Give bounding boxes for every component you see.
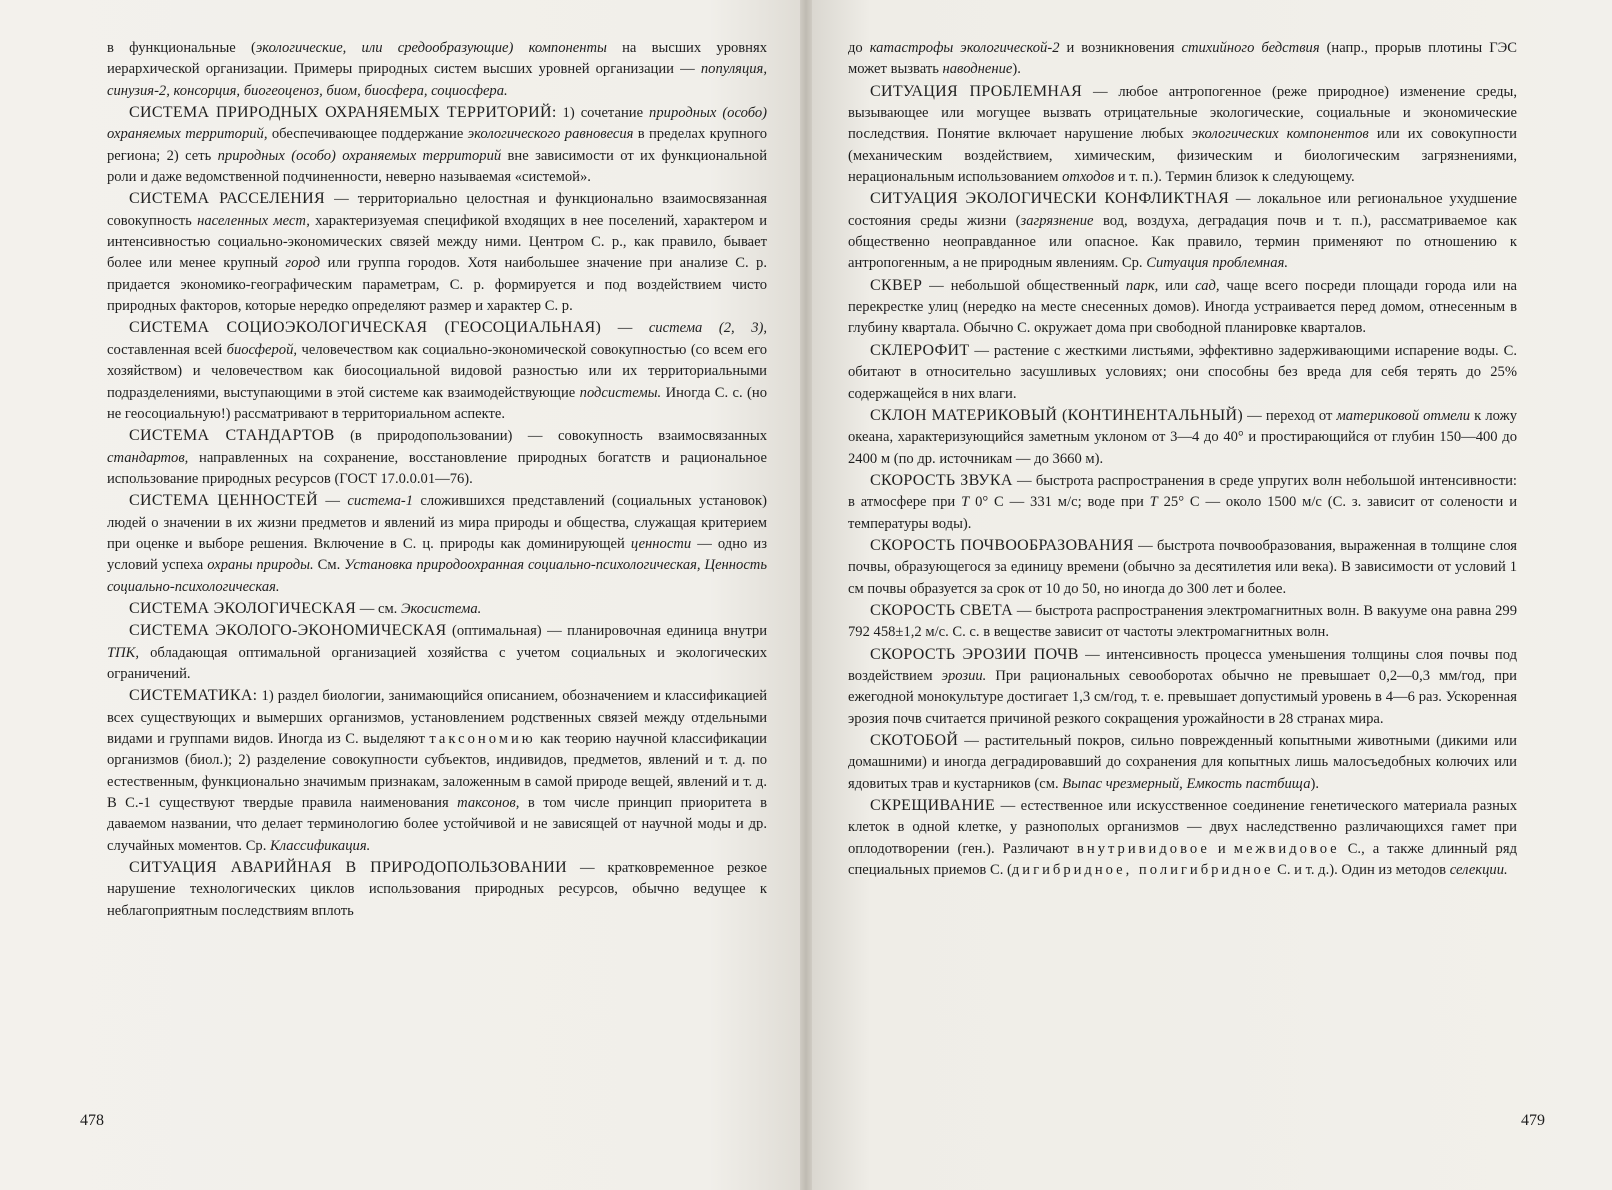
dictionary-entry <box>848 405 1517 470</box>
dictionary-entry <box>848 600 1517 644</box>
entry-text: — естественное или искусственное соединение генетического материала разных клеток в одной клетке, у разнополых организмов — двух наследственно различающихся гамет при оплодотворении (ген.). Различают <box>848 798 1517 857</box>
italic-text: загрязнение <box>1020 212 1094 229</box>
dictionary-entry <box>107 102 767 188</box>
entry-term: СКЛОН МАТЕРИКОВЫЙ (КОНТИНЕНТАЛЬНЫЙ) <box>870 406 1244 424</box>
italic-text: природных (особо) охраняемых территорий <box>217 147 502 164</box>
entry-text: С. и т. д.). Один из методов <box>1273 862 1450 879</box>
entry-term: СИСТЕМА ПРИРОДНЫХ ОХРАНЯЕМЫХ ТЕРРИТОРИЙ: <box>129 104 557 122</box>
italic-text: стандартов, <box>107 449 189 466</box>
entry-term: СКВЕР <box>870 276 923 294</box>
entry-term: СКОТОБОЙ <box>870 732 959 749</box>
entry-text: или группа городов. Хотя наибольшее значение при анализе С. р. придается экономико-географическим параметрам, С. р. формируется и под воздействием чисто природных факторов, которые нередко определяют размер и характер С. р. <box>107 255 767 315</box>
entry-term: СИСТЕМА ЭКОЛОГИЧЕСКАЯ <box>129 599 357 617</box>
entry-text: (напр., прорыв плотины ГЭС может вызвать <box>848 40 1517 78</box>
entry-term: СИСТЕМА СТАНДАРТОВ <box>129 427 335 445</box>
dictionary-entry <box>848 795 1517 881</box>
italic-text: отходов <box>1062 169 1115 186</box>
italic-text: экологические, или средообразующие) компоненты <box>255 40 607 56</box>
entry-text: — переход от <box>1243 407 1337 424</box>
italic-text: популяция, синузия-2, консорция, биогеоценоз, биом, биосфера, социосфера. <box>107 61 767 99</box>
dictionary-entry <box>107 620 767 685</box>
entry-term: СКОРОСТЬ ЭРОЗИИ ПОЧВ <box>870 645 1079 663</box>
italic-text: охраны природы. <box>207 557 314 574</box>
entry-text: 1) раздел биологии, занимающийся описанием, обозначением и классификацией всех существующих и вымерших организмов, установлением родственных связей между отдельными видами и группами видов. Иногда из С. выделяют <box>107 688 767 747</box>
entry-text: — <box>601 320 649 337</box>
italic-text: материковой отмели <box>1336 407 1471 424</box>
entry-continuation <box>107 38 767 102</box>
italic-text: ценности <box>630 535 692 552</box>
dictionary-entry <box>107 490 767 598</box>
dictionary-entry <box>848 535 1517 600</box>
dictionary-entry <box>848 188 1517 274</box>
entry-continuation <box>848 38 1517 81</box>
entry-text: — растительный покров, сильно поврежденный копытными животными (дикими или домашними) и иногда деградировавший до сохранения для копытных лишь малосъедобных колючих или ядовитых трав и кустарников (см. <box>848 733 1517 792</box>
dictionary-entry <box>107 857 767 922</box>
page-number-right: 479 <box>1521 1112 1545 1129</box>
dictionary-entry <box>107 598 767 620</box>
entry-text: Иногда С. с. (но не геосоциальную!) рассматривают в территориальном аспекте. <box>107 384 767 422</box>
entry-text: — любое антропогенное (реже природное) изменение среды, вызывающее или могущее вызвать отрицательные экологические, социальные и экономические последствия. Понятие включает нарушение любых <box>848 83 1517 143</box>
entry-text: (в природопользовании) — совокупность взаимосвязанных <box>334 428 767 445</box>
entry-text: — быстрота распространения в среде упругих волн небольшой интенсивности: в атмосфере при <box>848 472 1517 511</box>
entry-text: чаще всего посреди площади города или на перекрестке улиц (нередко на месте снесенных домов). Иногда устраивается перед домом, отнесенным в глубину квартала. Обычно С. окружает дома при свободной планировке кварталов. <box>848 277 1517 337</box>
entry-text: и <box>1209 840 1234 857</box>
dictionary-entry <box>107 685 767 857</box>
entry-text: ). <box>1310 775 1320 792</box>
entry-text: 25° C — около 1500 м/с (С. з. зависит от солености и температуры воды). <box>848 494 1517 532</box>
entry-text: составленная всей <box>107 341 227 358</box>
spaced-text: дигибридное, полигибридное <box>1011 862 1274 879</box>
entry-text: как теорию научной классификации организмов (биол.); 2) разделение совокупности субъектов, индивидов, предметов, явлений и т. д. по естественным, функционально значимым признакам, заложенным в самой природе вещей, явлений и т. д. В С.-1 существуют твердые правила наименования <box>107 731 767 812</box>
entry-term: СИСТЕМА РАССЕЛЕНИЯ <box>129 190 325 208</box>
entry-text: до <box>848 40 870 56</box>
italic-text: подсистемы. <box>579 384 662 401</box>
entry-text: — быстрота распространения электромагнитных волн. В вакууме она равна 299 792 458±1,2 м/с. С. с. в веществе зависит от частоты электромагнитных волн. <box>848 602 1517 641</box>
entry-text: в том числе принцип приоритета в даваемом названии, что делает терминологию более устойчивой и не зависящей от научной моды и др. случайных моментов. Ср. <box>107 795 767 854</box>
italic-text: экологических компонентов <box>1191 126 1369 143</box>
italic-text: T <box>961 494 970 511</box>
entry-text: — растение с жесткими листьями, эффективно задерживающими испарение воды. С. обитают в относительно засушливых условиях; они способны без вреда для себя терять до 25% содержащейся в них влаги. <box>848 342 1517 402</box>
italic-text: биосферой, <box>226 341 298 358</box>
left-page-text <box>107 38 767 1118</box>
italic-text: Ситуация проблемная. <box>1146 255 1289 272</box>
entry-text: — территориально целостная и функционально взаимосвязанная совокупность <box>107 191 767 229</box>
italic-text: таксонов, <box>457 795 520 812</box>
italic-text: Экосистема. <box>400 600 482 617</box>
italic-text: T <box>1149 494 1158 511</box>
italic-text: стихийного бедствия <box>1181 40 1320 56</box>
dictionary-entry <box>107 425 767 490</box>
spaced-text: межвидовое <box>1233 840 1340 857</box>
entry-text: направленных на сохранение, восстановление природных богатств и рациональное использование природных ресурсов (ГОСТ 17.0.0.01—76). <box>107 449 767 487</box>
entry-text: обладающая оптимальной организацией хозяйства с учетом социальных и экологических ограничений. <box>107 644 767 682</box>
italic-text: населенных мест, <box>197 212 310 229</box>
italic-text: система-1 <box>347 493 414 510</box>
entry-text: — одно из условий успеха <box>107 535 767 574</box>
italic-text: Выпас чрезмерный, Емкость пастбища <box>1062 775 1311 792</box>
spaced-text: таксономию <box>429 731 536 747</box>
entry-text: — локальное или региональное ухудшение состояния среды жизни ( <box>848 191 1517 229</box>
dictionary-entry <box>848 470 1517 535</box>
entry-text: — быстрота почвообразования, выраженная в толщине слоя почвы, образующегося за единицу времени (обычно за десятилетия или века). В зависимости от условий 1 см почвы образуется за срок от 10 до 50, но иногда до 300 лет и более. <box>848 537 1517 597</box>
entry-text: сложившихся представлений (социальных установок) людей о значении в их жизни предметов и явлений из мира природы и общества, служащая критерием при оценке и выборе решения. Включение в С. ц. природы как доминирующей <box>107 493 767 552</box>
entry-term: СКРЕЩИВАНИЕ <box>870 797 996 815</box>
dictionary-entry <box>848 730 1517 795</box>
page-number-left: 478 <box>80 1112 104 1129</box>
entry-text: или их совокупности (механическим воздействием, химическим, физическим и биологическим загрязнениями, нерациональным использованием <box>848 126 1517 186</box>
dictionary-entry <box>848 340 1517 405</box>
entry-text: на высших уровнях иерархической организации. Примеры природных систем высших уровней организации — <box>107 40 767 78</box>
entry-term: СИТУАЦИЯ АВАРИЙНАЯ В ПРИРОДОПОЛЬЗОВАНИИ <box>129 859 568 877</box>
italic-text: природных (особо) охраняемых территорий, <box>107 105 767 143</box>
entry-text: — <box>318 493 348 510</box>
entry-text: — кратковременное резкое нарушение технологических циклов использования природных ресурсов, обычно ведущее к неблагоприятным последствиям вплоть <box>107 860 767 919</box>
entry-term: СИСТЕМА ЦЕННОСТЕЙ <box>129 492 319 510</box>
italic-text: катастрофы экологической-2 <box>869 40 1060 56</box>
italic-text: экологического равновесия <box>467 126 634 143</box>
entry-text: к ложу океана, характеризующийся заметным уклоном от 3—4 до 40° и простирающийся от глубин 150—400 до 2400 м (по др. источникам — до 3660 м). <box>848 407 1517 467</box>
entry-term: СКОРОСТЬ ЗВУКА <box>870 471 1013 489</box>
entry-text: С., а также длинный ряд специальных приемов С. ( <box>848 840 1517 879</box>
entry-text: (оптимальная) — планировочная единица внутри <box>446 623 767 640</box>
entry-text: вод, воздуха, деградация почв и т. п.), рассматриваемое как общественно неоправданное или опасное. Как правило, термин применяют по отношению к антропогенным, а не природным явлениям. Ср. <box>848 212 1517 272</box>
entry-text: и т. п.). Термин близок к следующему. <box>1114 169 1355 186</box>
entry-text: человечеством как социально-экономической совокупностью (со всем его хозяйством) и человечеством как биосоциальной видовой разностью или их территориальными подразделениями, выступающими в этой системе как взаимодействующие <box>107 341 767 401</box>
entry-text: — см. <box>356 600 401 617</box>
italic-text: наводнение <box>942 61 1013 78</box>
entry-text: в пределах крупного региона; 2) сеть <box>107 126 767 164</box>
entry-term: СИТУАЦИЯ ПРОБЛЕМНАЯ <box>870 82 1083 100</box>
entry-text: — интенсивность процесса уменьшения толщины слоя почвы под воздействием <box>848 646 1517 684</box>
italic-text: город <box>285 255 321 272</box>
italic-text: селекции. <box>1449 862 1508 879</box>
entry-text: 1) сочетание <box>556 105 650 122</box>
right-page-text <box>848 38 1517 1118</box>
right-page <box>806 0 1612 1190</box>
italic-text: система (2, 3), <box>648 320 767 337</box>
italic-text: Установка природоохранная социально-психологическая, Ценность социально-психологическая. <box>107 557 767 595</box>
entry-text: При рациональных севооборотах обычно не превышает 0,2—0,3 мм/год, при ежегодной монокультуре достигает 1,3 см/год, т. е. превышает допустимый уровень в 4—6 раз. Ускоренная эрозия почв считается причиной резкого сокращения урожайности в 28 странах мира. <box>848 667 1517 727</box>
entry-text: или <box>1158 277 1196 294</box>
entry-term: СИТУАЦИЯ ЭКОЛОГИЧЕСКИ КОНФЛИКТНАЯ <box>870 190 1230 208</box>
entry-text: 0° C — 331 м/с; воде при <box>969 494 1150 511</box>
entry-text: ). <box>1012 61 1021 78</box>
dictionary-entry <box>107 317 767 425</box>
entry-text: См. <box>313 557 345 574</box>
italic-text: парк, <box>1125 277 1159 294</box>
entry-term: СКОРОСТЬ СВЕТА <box>870 601 1014 619</box>
italic-text: ТПК, <box>107 644 139 661</box>
dictionary-entry <box>848 81 1517 189</box>
italic-text: сад, <box>1195 277 1220 294</box>
dictionary-entry <box>107 188 767 317</box>
entry-text: и возникновения <box>1059 40 1182 56</box>
book-gutter <box>800 0 812 1190</box>
entry-term: СКОРОСТЬ ПОЧВООБРАЗОВАНИЯ <box>870 536 1134 554</box>
entry-text: обеспечивающее поддержание <box>267 126 468 143</box>
entry-text: в функциональные ( <box>107 40 256 56</box>
entry-text: — небольшой общественный <box>922 277 1126 294</box>
dictionary-entry <box>848 275 1517 340</box>
dictionary-entry <box>848 644 1517 730</box>
entry-text: вне зависимости от их функциональной роли и даже ведомственной подчиненности, неверно называемая «системой». <box>107 147 767 186</box>
italic-text: эрозии. <box>941 667 987 684</box>
spaced-text: внутривидовое <box>1077 840 1210 857</box>
italic-text: Классификация. <box>270 837 371 854</box>
entry-text: характеризуемая спецификой входящих в нее поселений, характером и интенсивностью социально-экономических связей между ними. Центром С. р., как правило, бывает более или менее крупный <box>107 212 767 272</box>
entry-term: СИСТЕМАТИКА: <box>129 687 258 705</box>
entry-term: СКЛЕРОФИТ <box>870 341 970 359</box>
entry-term: СИСТЕМА СОЦИОЭКОЛОГИЧЕСКАЯ (ГЕОСОЦИАЛЬНАЯ) <box>129 319 602 337</box>
entry-term: СИСТЕМА ЭКОЛОГО-ЭКОНОМИЧЕСКАЯ <box>129 622 447 640</box>
